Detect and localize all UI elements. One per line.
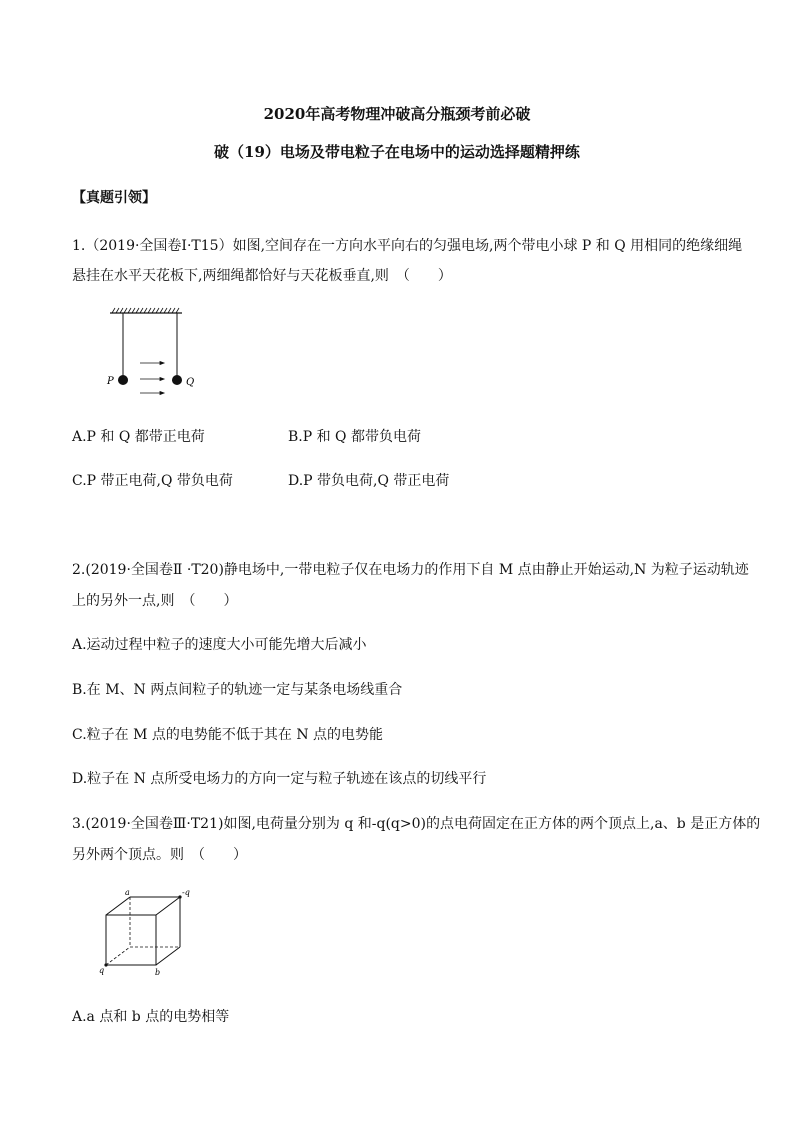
cube-front-face (106, 915, 156, 965)
label-q: Q (186, 377, 195, 388)
q1-option-b[interactable]: B.P 和 Q 都带负电荷 (288, 429, 421, 445)
q3-stem-line-2: 另外两个顶点。则 （ ） (72, 847, 247, 863)
q2-option-c[interactable]: C.粒子在 M 点的电势能不低于其在 N 点的电势能 (72, 727, 384, 743)
q2-stem-line-1: 2.(2019·全国卷Ⅱ ·T20)静电场中,一带电粒子仅在电场力的作用下自 M 点由静止开始运动,N 为粒子运动轨迹 (72, 562, 749, 578)
label-b: b (155, 968, 161, 977)
q1-stem-line-2: 悬挂在水平天花板下,两细绳都恰好与天花板垂直,则 （ ） (72, 268, 452, 284)
label-neg-q: -q (182, 888, 190, 897)
q2-stem-line-2: 上的另外一点,则 （ ） (72, 593, 238, 609)
document-title: 2020年高考物理冲破高分瓶颈考前必破 (263, 105, 531, 123)
vertex-q (104, 963, 107, 966)
label-q: q (99, 966, 105, 975)
section-heading: 【真题引领】 (72, 190, 156, 206)
ball-q (172, 375, 182, 385)
label-a: a (125, 888, 130, 897)
document-subtitle: 破（19）电场及带电粒子在电场中的运动选择题精押练 (214, 143, 580, 161)
label-p: P (107, 376, 114, 387)
q1-option-d[interactable]: D.P 带负电荷,Q 带正电荷 (288, 473, 450, 489)
q1-stem-line-1: 1.（2019·全国卷Ⅰ·T15）如图,空间存在一方向水平向右的匀强电场,两个带电小球 P 和 Q 用相同的绝缘细绳 (72, 238, 743, 254)
q3-option-a[interactable]: A.a 点和 b 点的电势相等 (72, 1009, 230, 1025)
q1-pendulum-figure (100, 305, 210, 400)
q1-option-a[interactable]: A.P 和 Q 都带正电荷 (72, 429, 205, 445)
cube-edge-top-left (106, 897, 130, 915)
q2-option-a[interactable]: A.运动过程中粒子的速度大小可能先增大后减小 (72, 637, 367, 653)
q3-cube-figure (92, 885, 202, 985)
q3-stem-line-1: 3.(2019·全国卷Ⅲ·T21)如图,电荷量分别为 q 和-q(q>0)的点电荷固定在正方体的两个顶点上,a、b 是正方体的 (72, 816, 761, 832)
field-arrows (140, 362, 164, 395)
cube-edge-top-right (156, 897, 180, 915)
cube-edge-bottom-right (156, 947, 180, 965)
ball-p (118, 375, 128, 385)
ceiling-hatch (112, 308, 179, 313)
q1-option-c[interactable]: C.P 带正电荷,Q 带负电荷 (72, 473, 233, 489)
q2-option-d[interactable]: D.粒子在 N 点所受电场力的方向一定与粒子轨迹在该点的切线平行 (72, 771, 487, 787)
q2-option-b[interactable]: B.在 M、N 两点间粒子的轨迹一定与某条电场线重合 (72, 682, 403, 698)
